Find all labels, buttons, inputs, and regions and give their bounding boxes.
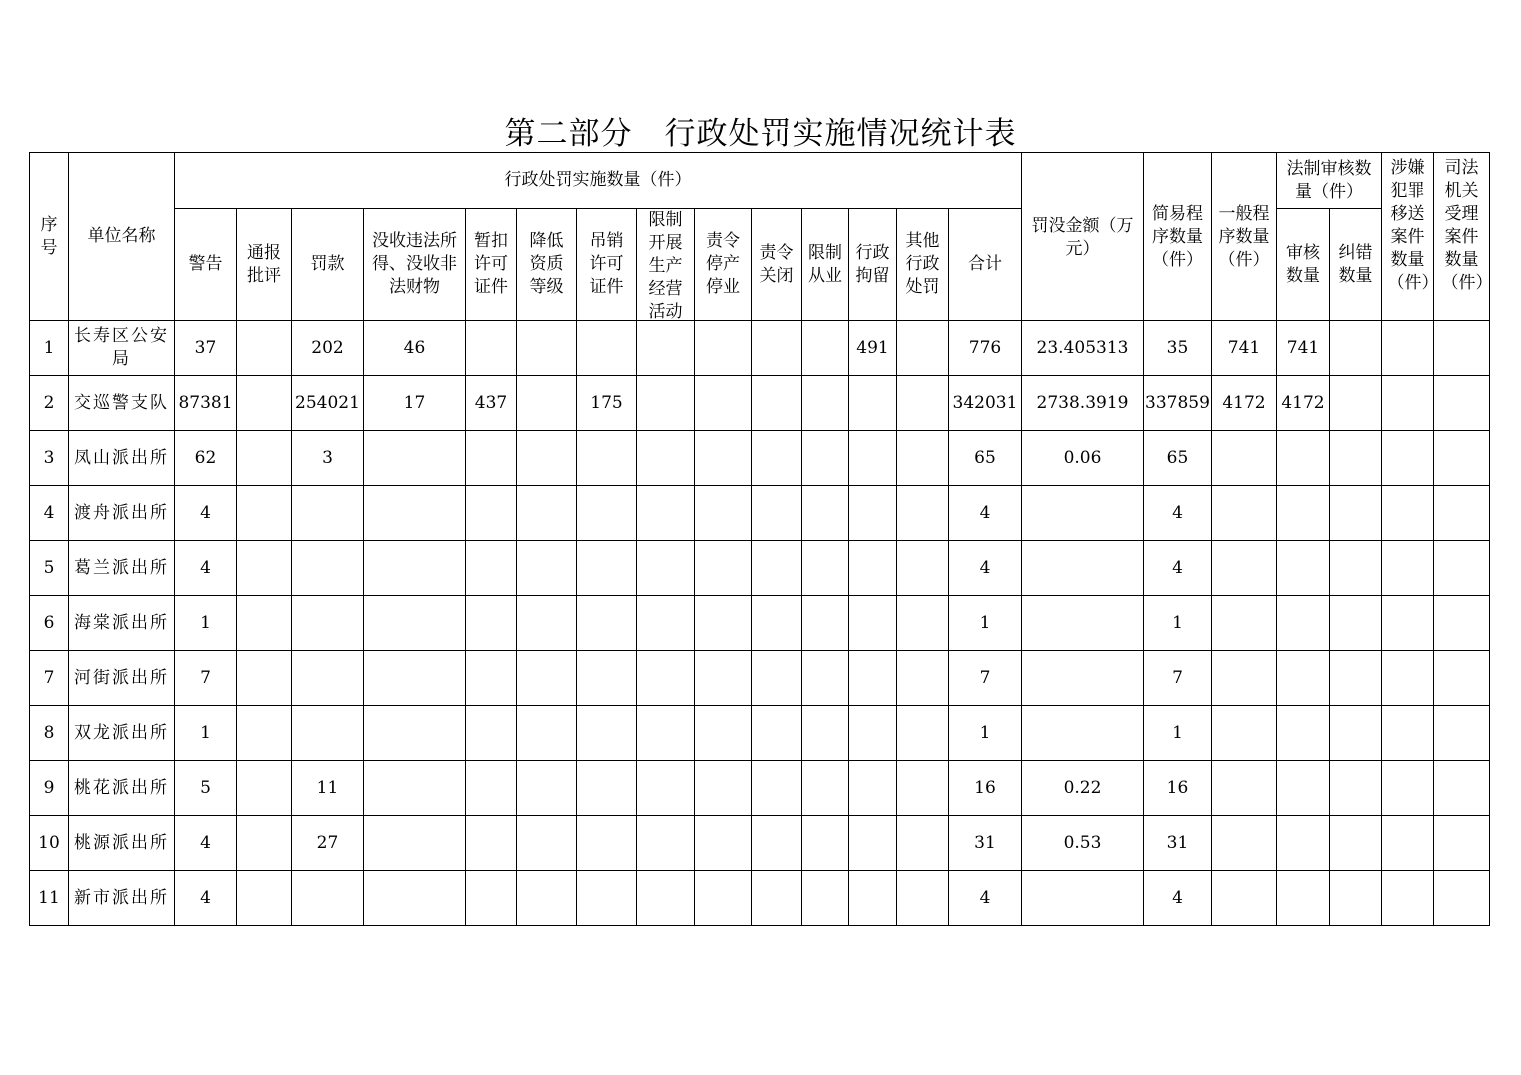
cell-other [897, 871, 949, 926]
cell-order-close [752, 596, 802, 651]
cell-review-count [1277, 541, 1330, 596]
header-total: 合计 [949, 209, 1022, 321]
cell-criticism [237, 651, 292, 706]
cell-simple-procedure: 31 [1144, 816, 1212, 871]
cell-confiscate: 17 [364, 376, 466, 431]
cell-amount [1022, 706, 1144, 761]
cell-total: 342031 [949, 376, 1022, 431]
cell-revoke-license [577, 651, 637, 706]
table-row [30, 541, 1490, 596]
cell-simple-procedure: 1 [1144, 596, 1212, 651]
cell-judicial-accept [1434, 431, 1490, 486]
cell-amount [1022, 486, 1144, 541]
cell-judicial-accept [1434, 706, 1490, 761]
cell-general-procedure [1212, 761, 1277, 816]
header-penalty-count-group: 行政处罚实施数量（件） [175, 153, 1022, 209]
cell-warning: 62 [175, 431, 237, 486]
cell-detention [849, 816, 897, 871]
cell-total: 65 [949, 431, 1022, 486]
cell-order-stop [695, 486, 752, 541]
cell-restrict-employment [802, 871, 849, 926]
cell-seq: 10 [30, 816, 69, 871]
cell-correction-count [1330, 871, 1382, 926]
cell-judicial-accept [1434, 816, 1490, 871]
cell-general-procedure [1212, 651, 1277, 706]
cell-unit-name: 新市派出所 [69, 871, 175, 926]
cell-general-procedure [1212, 871, 1277, 926]
cell-restrict-employment [802, 596, 849, 651]
cell-detention: 491 [849, 321, 897, 376]
cell-criticism [237, 871, 292, 926]
cell-restrict-employment [802, 816, 849, 871]
table-row [30, 816, 1490, 871]
cell-restrict-activity [637, 761, 695, 816]
cell-crime-transfer [1382, 596, 1434, 651]
cell-simple-procedure: 16 [1144, 761, 1212, 816]
cell-confiscate [364, 871, 466, 926]
cell-lower-qualification [517, 486, 577, 541]
table-row [30, 596, 1490, 651]
cell-simple-procedure: 65 [1144, 431, 1212, 486]
cell-general-procedure [1212, 486, 1277, 541]
cell-seq: 11 [30, 871, 69, 926]
cell-confiscate [364, 486, 466, 541]
cell-revoke-license [577, 761, 637, 816]
header-revoke-license: 吊销许可证件 [577, 209, 637, 321]
cell-criticism [237, 761, 292, 816]
cell-order-close [752, 816, 802, 871]
cell-correction-count [1330, 321, 1382, 376]
cell-suspend-license [466, 596, 517, 651]
page-title: 第二部分 行政处罚实施情况统计表 [504, 116, 1017, 152]
cell-detention [849, 541, 897, 596]
cell-other [897, 761, 949, 816]
cell-fine: 27 [292, 816, 364, 871]
cell-restrict-employment [802, 376, 849, 431]
cell-review-count [1277, 651, 1330, 706]
cell-suspend-license [466, 651, 517, 706]
cell-judicial-accept [1434, 871, 1490, 926]
cell-correction-count [1330, 541, 1382, 596]
cell-other [897, 596, 949, 651]
cell-revoke-license: 175 [577, 376, 637, 431]
cell-judicial-accept [1434, 376, 1490, 431]
cell-revoke-license [577, 816, 637, 871]
cell-revoke-license [577, 706, 637, 761]
cell-correction-count [1330, 431, 1382, 486]
cell-review-count [1277, 596, 1330, 651]
cell-general-procedure: 741 [1212, 321, 1277, 376]
cell-restrict-employment [802, 541, 849, 596]
header-unit-name: 单位名称 [69, 153, 175, 321]
cell-fine: 11 [292, 761, 364, 816]
cell-confiscate: 46 [364, 321, 466, 376]
cell-judicial-accept [1434, 321, 1490, 376]
header-suspend-license: 暂扣许可证件 [466, 209, 517, 321]
cell-judicial-accept [1434, 651, 1490, 706]
header-judicial-accept: 司法机关受理案件数量（件） [1434, 153, 1490, 321]
cell-correction-count [1330, 596, 1382, 651]
cell-review-count: 4172 [1277, 376, 1330, 431]
cell-unit-name: 凤山派出所 [69, 431, 175, 486]
cell-restrict-employment [802, 651, 849, 706]
cell-simple-procedure: 4 [1144, 486, 1212, 541]
cell-amount: 2738.3919 [1022, 376, 1144, 431]
cell-lower-qualification [517, 706, 577, 761]
cell-suspend-license [466, 321, 517, 376]
cell-detention [849, 761, 897, 816]
cell-lower-qualification [517, 871, 577, 926]
cell-review-count [1277, 706, 1330, 761]
cell-other [897, 486, 949, 541]
cell-correction-count [1330, 486, 1382, 541]
cell-general-procedure [1212, 431, 1277, 486]
header-warning: 警告 [175, 209, 237, 321]
table-row [30, 706, 1490, 761]
cell-crime-transfer [1382, 761, 1434, 816]
cell-detention [849, 706, 897, 761]
cell-general-procedure [1212, 816, 1277, 871]
cell-other [897, 816, 949, 871]
cell-total: 7 [949, 651, 1022, 706]
cell-lower-qualification [517, 321, 577, 376]
cell-unit-name: 桃花派出所 [69, 761, 175, 816]
cell-confiscate [364, 541, 466, 596]
cell-review-count: 741 [1277, 321, 1330, 376]
cell-simple-procedure: 4 [1144, 871, 1212, 926]
cell-restrict-activity [637, 321, 695, 376]
cell-total: 4 [949, 871, 1022, 926]
cell-simple-procedure: 1 [1144, 706, 1212, 761]
cell-fine [292, 541, 364, 596]
cell-suspend-license [466, 541, 517, 596]
cell-general-procedure [1212, 706, 1277, 761]
header-correction-count: 纠错数量 [1330, 209, 1382, 321]
cell-unit-name: 交巡警支队 [69, 376, 175, 431]
cell-other [897, 321, 949, 376]
cell-suspend-license [466, 486, 517, 541]
cell-lower-qualification [517, 651, 577, 706]
table-row [30, 486, 1490, 541]
cell-seq: 2 [30, 376, 69, 431]
cell-order-stop [695, 761, 752, 816]
cell-revoke-license [577, 486, 637, 541]
cell-order-stop [695, 541, 752, 596]
cell-restrict-activity [637, 376, 695, 431]
cell-review-count [1277, 871, 1330, 926]
table-row [30, 651, 1490, 706]
cell-restrict-activity [637, 596, 695, 651]
cell-warning: 4 [175, 871, 237, 926]
cell-other [897, 651, 949, 706]
cell-seq: 1 [30, 321, 69, 376]
cell-seq: 5 [30, 541, 69, 596]
header-order-stop: 责令停产停业 [695, 209, 752, 321]
cell-judicial-accept [1434, 596, 1490, 651]
cell-order-stop [695, 706, 752, 761]
cell-confiscate [364, 816, 466, 871]
cell-restrict-employment [802, 761, 849, 816]
cell-suspend-license [466, 871, 517, 926]
cell-lower-qualification [517, 431, 577, 486]
cell-order-stop [695, 376, 752, 431]
header-crime-transfer: 涉嫌犯罪移送案件数量（件） [1382, 153, 1434, 321]
cell-warning: 1 [175, 706, 237, 761]
cell-seq: 8 [30, 706, 69, 761]
cell-crime-transfer [1382, 376, 1434, 431]
cell-unit-name: 桃源派出所 [69, 816, 175, 871]
header-restrict-activity: 限制开展生产经营活动 [637, 209, 695, 321]
cell-correction-count [1330, 376, 1382, 431]
header-lower-qualification: 降低资质等级 [517, 209, 577, 321]
cell-judicial-accept [1434, 761, 1490, 816]
cell-detention [849, 431, 897, 486]
header-general-procedure: 一般程序数量（件） [1212, 153, 1277, 321]
table-body [30, 321, 1490, 926]
cell-correction-count [1330, 761, 1382, 816]
cell-restrict-activity [637, 486, 695, 541]
table-row [30, 431, 1490, 486]
cell-fine [292, 651, 364, 706]
cell-criticism [237, 706, 292, 761]
cell-amount [1022, 541, 1144, 596]
cell-unit-name: 葛兰派出所 [69, 541, 175, 596]
cell-order-close [752, 376, 802, 431]
cell-order-close [752, 706, 802, 761]
cell-confiscate [364, 651, 466, 706]
header-simple-procedure: 简易程序数量（件） [1144, 153, 1212, 321]
cell-unit-name: 双龙派出所 [69, 706, 175, 761]
cell-warning: 1 [175, 596, 237, 651]
cell-order-close [752, 431, 802, 486]
cell-seq: 7 [30, 651, 69, 706]
cell-restrict-activity [637, 816, 695, 871]
cell-fine [292, 871, 364, 926]
cell-criticism [237, 321, 292, 376]
table-row [30, 321, 1490, 376]
cell-order-stop [695, 596, 752, 651]
cell-lower-qualification [517, 596, 577, 651]
cell-correction-count [1330, 706, 1382, 761]
cell-order-close [752, 651, 802, 706]
cell-confiscate [364, 706, 466, 761]
header-confiscate: 没收违法所得、没收非法财物 [364, 209, 466, 321]
cell-total: 31 [949, 816, 1022, 871]
cell-amount: 0.53 [1022, 816, 1144, 871]
cell-warning: 4 [175, 486, 237, 541]
header-order-close: 责令关闭 [752, 209, 802, 321]
cell-crime-transfer [1382, 486, 1434, 541]
cell-seq: 9 [30, 761, 69, 816]
cell-restrict-activity [637, 431, 695, 486]
cell-order-close [752, 321, 802, 376]
cell-fine: 3 [292, 431, 364, 486]
cell-fine [292, 706, 364, 761]
cell-revoke-license [577, 541, 637, 596]
header-other: 其他行政处罚 [897, 209, 949, 321]
cell-crime-transfer [1382, 871, 1434, 926]
cell-amount [1022, 651, 1144, 706]
cell-simple-procedure: 35 [1144, 321, 1212, 376]
cell-warning: 37 [175, 321, 237, 376]
table-row [30, 376, 1490, 431]
header-amount: 罚没金额（万元） [1022, 153, 1144, 321]
cell-order-close [752, 871, 802, 926]
cell-fine: 202 [292, 321, 364, 376]
cell-fine [292, 596, 364, 651]
cell-restrict-employment [802, 706, 849, 761]
cell-simple-procedure: 4 [1144, 541, 1212, 596]
cell-fine [292, 486, 364, 541]
cell-suspend-license [466, 431, 517, 486]
cell-detention [849, 376, 897, 431]
cell-confiscate [364, 431, 466, 486]
header-criticism: 通报批评 [237, 209, 292, 321]
cell-crime-transfer [1382, 706, 1434, 761]
cell-simple-procedure: 337859 [1144, 376, 1212, 431]
header-review-count: 审核数量 [1277, 209, 1330, 321]
cell-crime-transfer [1382, 541, 1434, 596]
cell-total: 1 [949, 596, 1022, 651]
cell-criticism [237, 816, 292, 871]
cell-unit-name: 海棠派出所 [69, 596, 175, 651]
cell-criticism [237, 541, 292, 596]
cell-other [897, 376, 949, 431]
cell-restrict-employment [802, 486, 849, 541]
cell-other [897, 431, 949, 486]
cell-judicial-accept [1434, 541, 1490, 596]
cell-order-stop [695, 651, 752, 706]
cell-restrict-employment [802, 431, 849, 486]
cell-lower-qualification [517, 541, 577, 596]
header-restrict-employment: 限制从业 [802, 209, 849, 321]
cell-restrict-employment [802, 321, 849, 376]
cell-crime-transfer [1382, 816, 1434, 871]
cell-total: 16 [949, 761, 1022, 816]
cell-amount: 0.22 [1022, 761, 1144, 816]
cell-fine: 254021 [292, 376, 364, 431]
cell-order-close [752, 486, 802, 541]
cell-suspend-license: 437 [466, 376, 517, 431]
cell-lower-qualification [517, 376, 577, 431]
cell-total: 776 [949, 321, 1022, 376]
cell-amount: 0.06 [1022, 431, 1144, 486]
cell-general-procedure: 4172 [1212, 376, 1277, 431]
cell-order-stop [695, 431, 752, 486]
cell-simple-procedure: 7 [1144, 651, 1212, 706]
cell-seq: 6 [30, 596, 69, 651]
cell-unit-name: 渡舟派出所 [69, 486, 175, 541]
cell-unit-name: 长寿区公安局 [69, 321, 175, 376]
cell-criticism [237, 596, 292, 651]
cell-review-count [1277, 761, 1330, 816]
table-row [30, 871, 1490, 926]
cell-order-stop [695, 816, 752, 871]
cell-confiscate [364, 761, 466, 816]
cell-seq: 3 [30, 431, 69, 486]
cell-review-count [1277, 816, 1330, 871]
cell-warning: 4 [175, 816, 237, 871]
table-row [30, 761, 1490, 816]
cell-general-procedure [1212, 541, 1277, 596]
cell-total: 4 [949, 541, 1022, 596]
cell-order-close [752, 541, 802, 596]
cell-crime-transfer [1382, 651, 1434, 706]
cell-warning: 4 [175, 541, 237, 596]
cell-order-stop [695, 871, 752, 926]
cell-restrict-activity [637, 706, 695, 761]
cell-revoke-license [577, 596, 637, 651]
cell-criticism [237, 486, 292, 541]
penalty-statistics-table [29, 152, 1493, 926]
cell-restrict-activity [637, 651, 695, 706]
header-row-top [30, 153, 1490, 209]
cell-review-count [1277, 431, 1330, 486]
cell-other [897, 541, 949, 596]
header-legal-review-group: 法制审核数量（件） [1277, 153, 1382, 209]
cell-order-stop [695, 321, 752, 376]
cell-general-procedure [1212, 596, 1277, 651]
cell-total: 4 [949, 486, 1022, 541]
cell-suspend-license [466, 816, 517, 871]
cell-detention [849, 596, 897, 651]
header-detention: 行政拘留 [849, 209, 897, 321]
cell-warning: 87381 [175, 376, 237, 431]
cell-suspend-license [466, 761, 517, 816]
cell-lower-qualification [517, 816, 577, 871]
cell-amount [1022, 871, 1144, 926]
cell-correction-count [1330, 816, 1382, 871]
cell-order-close [752, 761, 802, 816]
cell-correction-count [1330, 651, 1382, 706]
cell-detention [849, 871, 897, 926]
cell-detention [849, 651, 897, 706]
cell-crime-transfer [1382, 321, 1434, 376]
cell-warning: 7 [175, 651, 237, 706]
cell-confiscate [364, 596, 466, 651]
cell-other [897, 706, 949, 761]
cell-suspend-license [466, 706, 517, 761]
cell-seq: 4 [30, 486, 69, 541]
cell-restrict-activity [637, 541, 695, 596]
cell-detention [849, 486, 897, 541]
cell-total: 1 [949, 706, 1022, 761]
cell-revoke-license [577, 321, 637, 376]
cell-crime-transfer [1382, 431, 1434, 486]
cell-revoke-license [577, 431, 637, 486]
cell-criticism [237, 376, 292, 431]
header-fine: 罚款 [292, 209, 364, 321]
cell-amount: 23.405313 [1022, 321, 1144, 376]
cell-unit-name: 河街派出所 [69, 651, 175, 706]
cell-lower-qualification [517, 761, 577, 816]
cell-judicial-accept [1434, 486, 1490, 541]
cell-revoke-license [577, 871, 637, 926]
cell-criticism [237, 431, 292, 486]
cell-warning: 5 [175, 761, 237, 816]
cell-amount [1022, 596, 1144, 651]
cell-review-count [1277, 486, 1330, 541]
header-seq: 序号 [30, 153, 69, 321]
cell-restrict-activity [637, 871, 695, 926]
